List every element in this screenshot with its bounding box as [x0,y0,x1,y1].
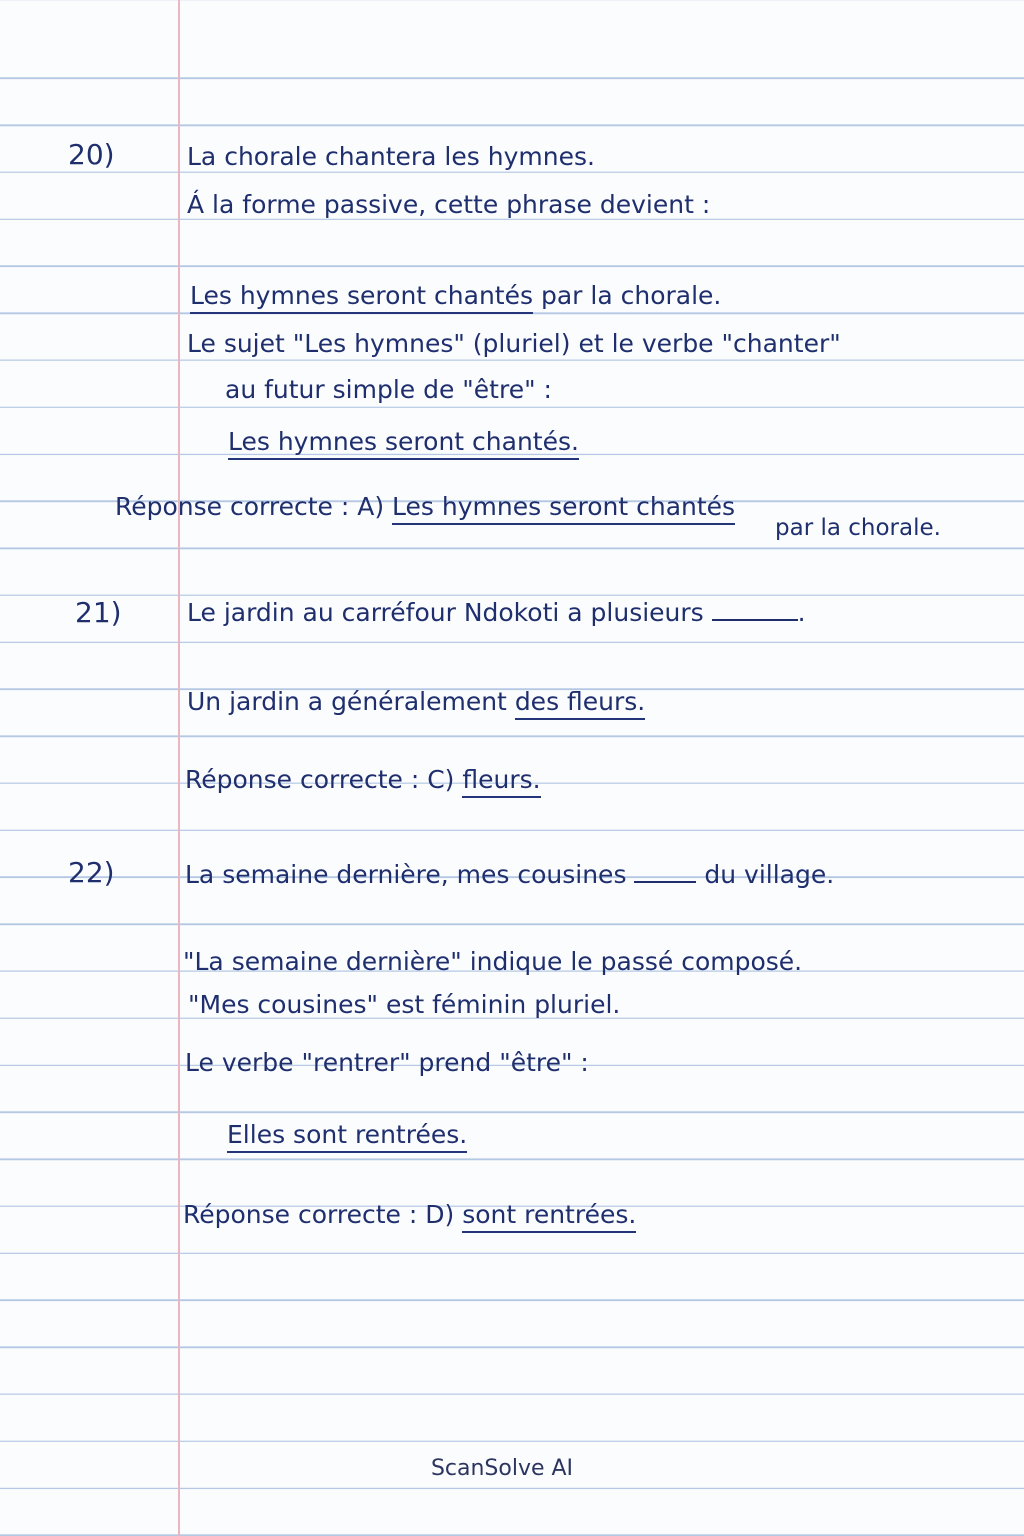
q21-question: Le jardin au carréfour Ndokoti a plusieurs [187,598,704,627]
q22-response-underlined: sont rentrées. [462,1200,636,1233]
q20-response [115,492,735,522]
q21-number: 21) [75,596,122,629]
q21-response [185,765,541,795]
footer-brand: ScanSolve AI [430,1456,574,1481]
q20-explain-line1: Le sujet "Les hymnes" (pluriel) et le verbe "chanter" [187,329,841,358]
q20-answer-line [190,281,721,311]
q22-question-line [185,860,834,890]
q22-result-text: Elles sont rentrées. [227,1120,467,1153]
q21-response-label: Réponse correcte : C) [185,765,455,794]
q22-explain-line1: "La semaine dernière" indique le passé composé. [183,947,803,976]
q22-question-suffix: du village. [704,860,835,889]
q20-question-line2: Á la forme passive, cette phrase devient : [187,190,711,219]
q21-explain [187,687,645,717]
q21-explain-underlined: des fleurs. [515,687,645,720]
q22-blank [634,867,696,883]
q21-response-underlined: fleurs. [462,765,540,798]
q21-blank [712,605,798,621]
q20-question-line1: La chorale chantera les hymnes. [187,142,595,171]
q20-number: 20) [68,138,115,171]
q22-response [183,1200,636,1230]
q20-explain-line2: au futur simple de "être" : [225,375,552,404]
q20-answer-rest: par la chorale. [540,281,722,310]
q22-response-label: Réponse correcte : D) [183,1200,455,1229]
q20-result-text: Les hymnes seront chantés. [228,427,579,460]
q22-explain-line2: "Mes cousines" est féminin pluriel. [188,990,621,1019]
q20-answer-underlined: Les hymnes seront chantés [190,281,533,314]
margin-line [178,0,180,1536]
q20-response-label: Réponse correcte : A) [115,492,385,521]
q22-result [227,1120,467,1150]
q22-question-prefix: La semaine dernière, mes cousines [185,860,627,889]
q20-response-rest: par la chorale. [775,515,941,541]
q21-explain-prefix: Un jardin a généralement [187,687,507,716]
q22-number: 22) [68,856,115,889]
q20-response-underlined: Les hymnes seront chantés [392,492,735,525]
q20-result [228,427,579,457]
q22-explain-line3: Le verbe "rentrer" prend "être" : [185,1048,589,1077]
q21-question-line: Le jardin au carréfour Ndokoti a plusieurs . [187,598,806,627]
